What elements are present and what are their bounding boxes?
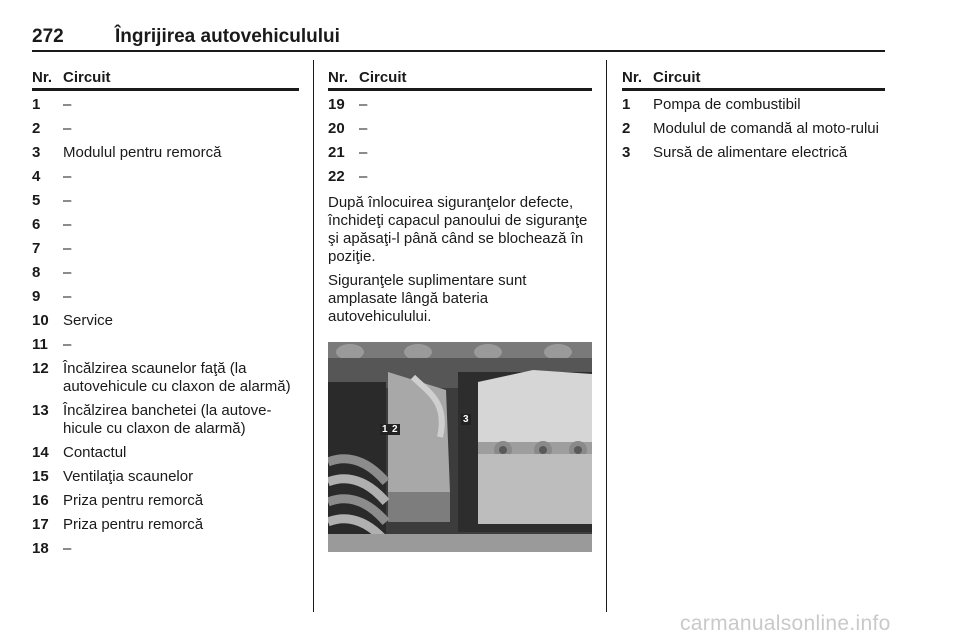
table-row [32, 540, 299, 558]
table-row [32, 240, 299, 258]
battery-fuse-illustration [328, 342, 592, 552]
table-row [328, 144, 592, 162]
circuit-description: – [63, 167, 72, 185]
circuit-description: – [359, 143, 368, 161]
circuit-description: Priza pentru remorcă [63, 491, 204, 509]
table-header [622, 67, 885, 88]
circuit-description: – [63, 335, 72, 353]
table-row [32, 120, 299, 138]
table-header-rule [32, 88, 299, 91]
table-row [32, 516, 299, 534]
table-header-rule [622, 88, 885, 91]
table-row [32, 444, 299, 462]
fuse-table-3 [622, 67, 885, 168]
table-row [32, 402, 299, 438]
circuit-description: – [359, 167, 368, 185]
fuse-number: 18 [32, 539, 49, 557]
header-circuit: Circuit [359, 69, 407, 86]
table-row [32, 144, 299, 162]
page-header [32, 26, 885, 52]
watermark: carmanualsonline.info [680, 612, 891, 635]
circuit-description: – [63, 95, 72, 113]
table-row [622, 96, 885, 114]
header-nr: Nr. [622, 69, 643, 86]
fuse-number: 9 [32, 287, 41, 305]
table-row [32, 216, 299, 234]
circuit-description: – [359, 119, 368, 137]
fuse-number: 1 [622, 95, 631, 113]
header-circuit: Circuit [653, 69, 701, 86]
fuse-number: 17 [32, 515, 49, 533]
circuit-description: Priza pentru remorcă [63, 515, 204, 533]
header-nr: Nr. [32, 69, 53, 86]
circuit-description: – [63, 239, 72, 257]
fuse-table-2 [328, 67, 592, 326]
table-row [328, 96, 592, 114]
table-row [32, 264, 299, 282]
fuse-label-3: 3 [463, 414, 469, 425]
fuse-number: 14 [32, 443, 49, 461]
table-row [32, 492, 299, 510]
header-nr: Nr. [328, 69, 349, 86]
circuit-description: – [63, 119, 72, 137]
fuse-rows [32, 96, 299, 558]
battery-fuse-photo [328, 342, 592, 552]
circuit-description: Pompa de combustibil [653, 95, 801, 113]
circuit-description: – [359, 95, 368, 113]
column-divider-1 [313, 60, 314, 612]
table-header [32, 67, 299, 88]
table-row [32, 168, 299, 186]
fuse-number: 7 [32, 239, 41, 257]
fuse-label-2: 2 [392, 424, 398, 435]
circuit-description: Ventilaţia scaunelor [63, 467, 194, 485]
fuse-table-1 [32, 67, 299, 564]
fuse-label-1: 1 [382, 424, 388, 435]
header-rule [32, 50, 885, 52]
circuit-description: – [63, 263, 72, 281]
table-row [328, 168, 592, 186]
fuse-number: 12 [32, 359, 49, 377]
circuit-description: Sursă de alimentare electrică [653, 143, 848, 161]
fuse-number: 1 [32, 95, 41, 113]
paragraph-extra-fuses: Siguranţele suplimentare sunt amplasate lângă bateria autovehiculului. [328, 271, 527, 325]
fuse-rows [328, 96, 592, 186]
table-row [32, 192, 299, 210]
fuse-number: 6 [32, 215, 41, 233]
table-row [32, 336, 299, 354]
page-title: Îngrijirea autovehiculului [115, 26, 340, 47]
table-header-rule [328, 88, 592, 91]
table-row [622, 144, 885, 162]
fuse-number: 20 [328, 119, 345, 137]
circuit-description: – [63, 215, 72, 233]
header-circuit: Circuit [63, 69, 111, 86]
column-divider-2 [606, 60, 607, 612]
table-row [32, 360, 299, 396]
fuse-number: 15 [32, 467, 49, 485]
table-row [328, 120, 592, 138]
fuse-number: 8 [32, 263, 41, 281]
circuit-description: Modulul pentru remorcă [63, 143, 222, 161]
table-row [32, 96, 299, 114]
page-number: 272 [32, 26, 64, 47]
fuse-number: 4 [32, 167, 41, 185]
table-row [32, 288, 299, 306]
circuit-description: – [63, 287, 72, 305]
fuse-number: 3 [622, 143, 631, 161]
fuse-number: 11 [32, 335, 48, 353]
fuse-number: 5 [32, 191, 41, 209]
fuse-number: 2 [622, 119, 631, 137]
paragraph-close-cover: După înlocuirea siguranţelor defecte, închideţi capacul panoului de siguranţe şi apăsaţi-l până când se blochează în poziţie. [328, 193, 588, 265]
fuse-number: 13 [32, 401, 49, 419]
circuit-description: Contactul [63, 443, 127, 461]
table-row [32, 312, 299, 330]
circuit-description: Încălzirea scaunelor faţă (la autovehicule cu claxon de alarmă) [63, 359, 291, 395]
table-row [622, 120, 885, 138]
circuit-description: Încălzirea banchetei (la autove-hicule cu claxon de alarmă) [63, 401, 272, 437]
fuse-number: 22 [328, 167, 345, 185]
circuit-description: Service [63, 311, 114, 329]
fuse-number: 2 [32, 119, 41, 137]
fuse-number: 19 [328, 95, 345, 113]
fuse-number: 16 [32, 491, 49, 509]
circuit-description: Modulul de comandă al moto-rului [653, 119, 879, 137]
fuse-number: 21 [328, 143, 345, 161]
table-header [328, 67, 592, 88]
fuse-rows [622, 96, 885, 162]
fuse-number: 3 [32, 143, 41, 161]
fuse-number: 10 [32, 311, 49, 329]
circuit-description: – [63, 191, 72, 209]
table-row [32, 468, 299, 486]
circuit-description: – [63, 539, 72, 557]
